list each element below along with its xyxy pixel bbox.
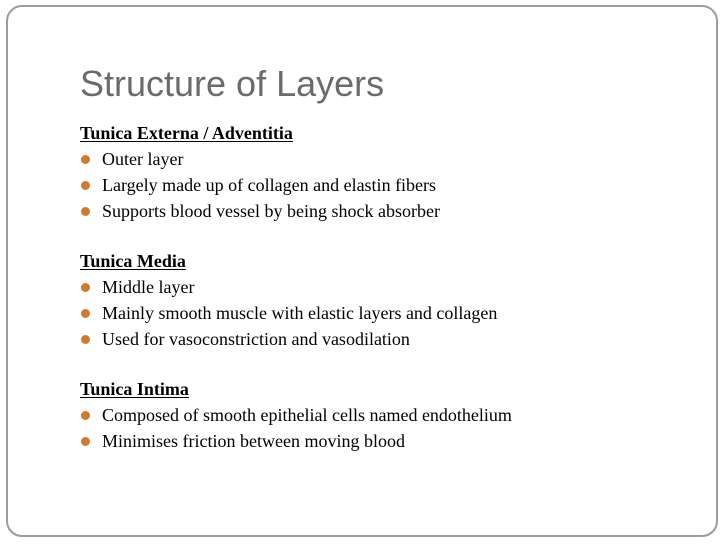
bullet-list [80,146,700,224]
bullet-dot-icon [81,207,90,216]
bullet-item [80,274,700,300]
section-heading: Tunica Media [80,251,186,271]
bullet-dot-icon [81,181,90,190]
bullet-text: Minimises friction between moving blood [102,431,405,451]
bullet-item [80,326,700,352]
bullet-item [80,402,700,428]
bullet-text: Mainly smooth muscle with elastic layers and collagen [102,303,498,323]
bullet-text: Largely made up of collagen and elastin fibers [102,175,437,195]
section-tunica-externa [80,120,700,224]
bullet-list [80,274,700,352]
bullet-item [80,172,700,198]
section-tunica-intima [80,376,700,454]
section-tunica-media [80,248,700,352]
section-heading: Tunica Externa / Adventitia [80,123,293,143]
bullet-dot-icon [81,283,90,292]
bullet-item [80,428,700,454]
bullet-dot-icon [81,335,90,344]
bullet-item [80,300,700,326]
bullet-list [80,402,700,454]
bullet-dot-icon [81,437,90,446]
bullet-text: Composed of smooth epithelial cells named endothelium [102,405,512,425]
bullet-text: Middle layer [102,277,195,297]
section-heading: Tunica Intima [80,379,189,399]
bullet-dot-icon [81,155,90,164]
bullet-text: Outer layer [102,149,184,169]
slide-content [80,120,700,478]
bullet-text: Used for vasoconstriction and vasodilation [102,329,410,349]
bullet-item [80,198,700,224]
slide-title: Structure of Layers [80,63,385,104]
bullet-item [80,146,700,172]
bullet-dot-icon [81,309,90,318]
bullet-text: Supports blood vessel by being shock absorber [102,201,440,221]
bullet-dot-icon [81,411,90,420]
